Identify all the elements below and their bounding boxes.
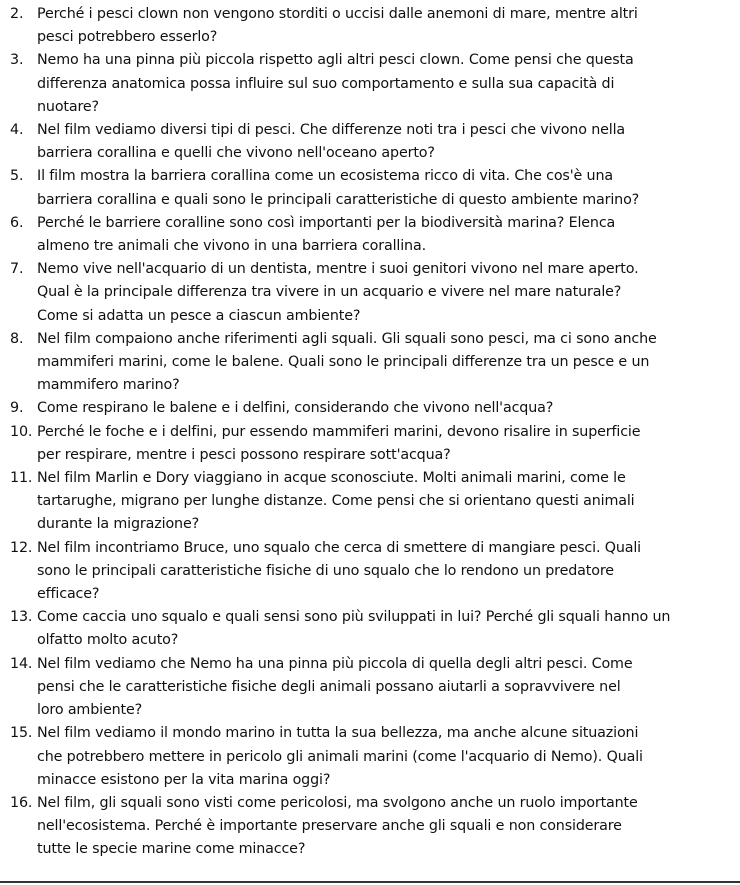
question-item [10,421,732,467]
question-number: 15. [10,725,33,742]
question-item [10,722,732,792]
question-number: 2. [10,6,24,22]
question-text: Nel film, gli squali sono visti come pericolosi, ma svolgono anche un ruolo importante nell'ecosistema. Perché è importante preservare anche gli squali e non considerare tutte le specie marine come minacce? [37,794,638,858]
question-text: Perché le barriere coralline sono così importanti per la biodiversità marina? Elenca almeno tre animali che vivono in una barriera corallina. [37,214,616,255]
question-text: Nel film vediamo diversi tipi di pesci. Che differenze noti tra i pesci che vivono nella barriera corallina e quelli che vivono nell'oceano aperto? [37,122,626,162]
question-item [10,165,732,211]
question-number: 9. [10,400,24,417]
question-number: 7. [10,261,24,278]
question-item [10,606,732,652]
question-text: Nel film vediamo il mondo marino in tutta la sua bellezza, ma anche alcune situazioni che potrebbero mettere in pericolo gli animali marini (come l'acquario di Nemo). Quali minacce esistono per la vita marina oggi? [37,725,643,788]
question-number: 8. [10,330,24,347]
question-item [10,258,732,328]
question-number: 10. [10,423,33,440]
question-text: Perché i pesci clown non vengono storditi o uccisi dalle anemoni di mare, mentre altri pesci potrebbero esserlo? [37,6,638,46]
question-text: Perché le foche e i delfini, pur essendo mammiferi marini, devono risalire in superficie per respirare, mentre i pesci possono respirare sott'acqua? [37,423,641,463]
question-text: Il film mostra la barriera corallina come un ecosistema ricco di vita. Che cos'è una barriera corallina e quali sono le principali caratteristiche di questo ambiente marino? [37,168,640,208]
question-number: 13. [10,609,33,626]
question-text: Nel film incontriamo Bruce, uno squalo che cerca di smettere di mangiare pesci. Quali sono le principali caratteristiche fisiche di uno squalo che lo rendono un predatore efficace? [37,539,641,603]
question-item [10,397,732,420]
question-text: Nel film compaiono anche riferimenti agli squali. Gli squali sono pesci, ma ci sono anche mammiferi marini, come le balene. Quali sono le principali differenze tra un pesce e un mammifero marino? [37,330,657,394]
question-number: 11. [10,470,33,487]
question-text: Nel film vediamo che Nemo ha una pinna più piccola di quella degli altri pesci. Come pensi che le caratteristiche fisiche degli animali possano aiutarli a sopravvivere nel loro ambiente? [37,655,633,719]
question-item [10,653,732,723]
question-text: Nel film Marlin e Dory viaggiano in acque sconosciute. Molti animali marini, come le tartarughe, migrano per lunghe distanze. Come pensi che si orientano questi animali durante la migrazione? [37,470,635,533]
question-item [10,537,732,607]
question-number: 4. [10,122,24,139]
bottom-divider [0,881,740,883]
question-item [10,328,732,398]
question-number: 12. [10,539,33,556]
question-number: 14. [10,655,33,672]
question-text: Come respirano le balene e i delfini, considerando che vivono nell'acqua? [37,400,554,417]
question-item [10,467,732,537]
question-text: Nemo vive nell'acquario di un dentista, mentre i suoi genitori vivono nel mare aperto. Qual è la principale differenza tra vivere in un acquario e vivere nel mare naturale? Come si adatta un pesce a ciascun ambiente? [37,261,639,324]
question-item [10,49,732,119]
question-item [10,3,732,49]
question-number: 3. [10,52,24,69]
question-number: 6. [10,214,24,231]
question-item [10,119,732,165]
question-item [10,792,732,862]
question-text: Nemo ha una pinna più piccola rispetto agli altri pesci clown. Come pensi che questa differenza anatomica possa influire sul suo comportamento e sulla sua capacità di nuotare? [37,52,634,115]
question-text: Come caccia uno squalo e quali sensi sono più sviluppati in lui? Perché gli squali hanno un olfatto molto acuto? [37,609,671,649]
question-item [10,212,732,258]
question-number: 16. [10,794,33,811]
question-number: 5. [10,168,24,185]
